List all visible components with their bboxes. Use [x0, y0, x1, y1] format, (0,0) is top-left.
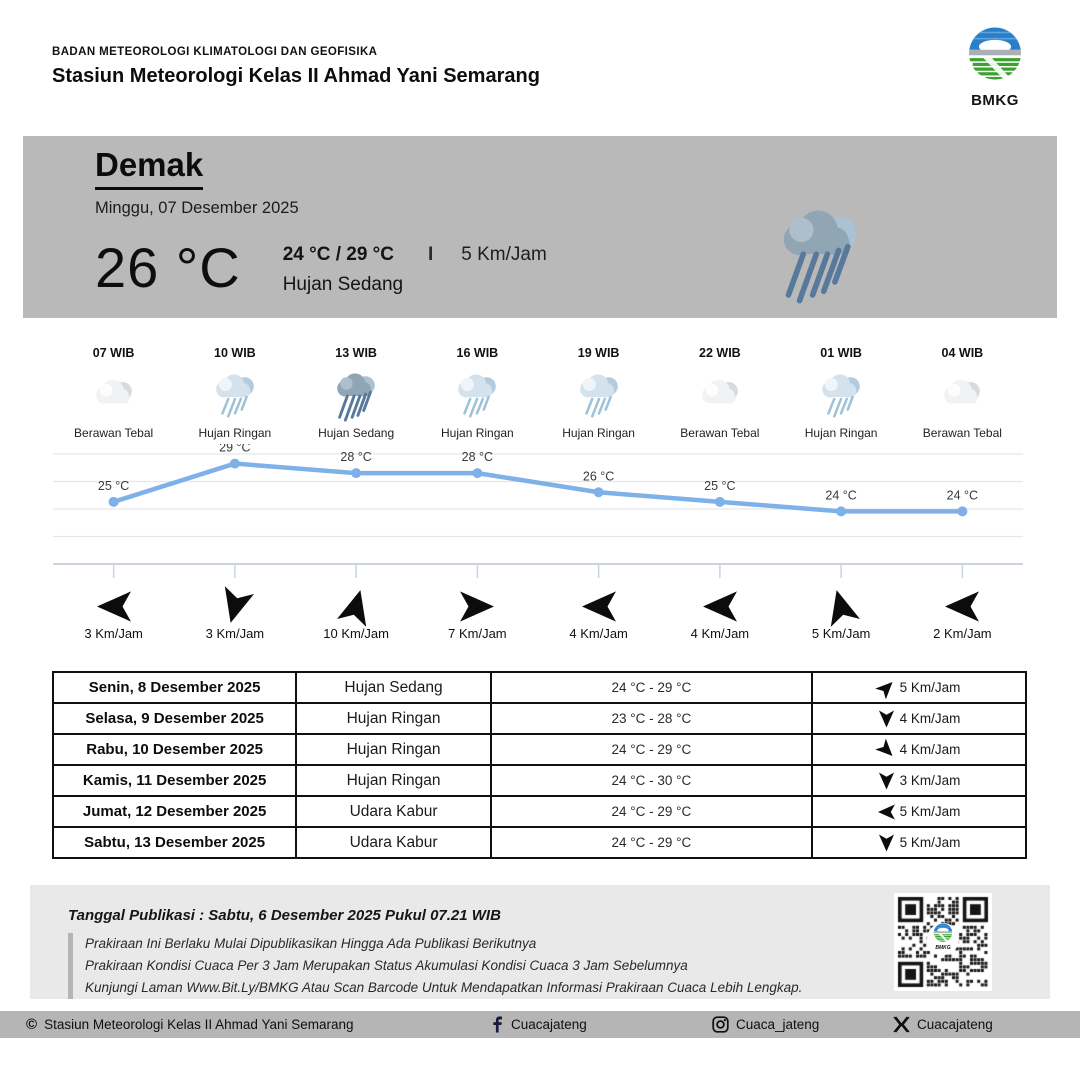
station-name: Stasiun Meteorologi Kelas II Ahmad Yani Semarang [52, 65, 540, 87]
wind-row [53, 591, 1023, 641]
wind-item [781, 591, 902, 641]
day-wind [813, 742, 1025, 758]
weather-icon [208, 370, 262, 424]
city-title: Demak [95, 146, 203, 190]
svg-text:24 °C: 24 °C [946, 488, 979, 503]
day-date: Rabu, 10 Desember 2025 [53, 734, 296, 765]
hourly-item [781, 346, 902, 440]
qr-code [894, 893, 992, 991]
wind-speed-label: 3 Km/Jam [899, 773, 961, 788]
day-wind [813, 835, 1025, 851]
wind-direction-icon [878, 834, 894, 851]
social-bar [0, 1011, 1080, 1038]
svg-text:26 °C: 26 °C [582, 469, 615, 484]
forecast-date: Minggu, 07 Desember 2025 [95, 199, 299, 217]
bmkg-globe-icon [932, 923, 954, 944]
condition-label: Hujan Sedang [318, 426, 395, 440]
hour-label: 07 WIB [92, 346, 135, 360]
wind-item [417, 591, 538, 641]
wind-speed-label: 4 Km/Jam [899, 711, 961, 726]
copyright-icon: © [26, 1016, 38, 1033]
page-header [0, 0, 1080, 136]
condition-label: Hujan Ringan [562, 426, 635, 440]
condition-label: Berawan Tebal [922, 426, 1002, 440]
wind-speed-label: 2 Km/Jam [933, 626, 992, 641]
condition-label: Hujan Ringan [804, 426, 878, 440]
day-date: Kamis, 11 Desember 2025 [53, 765, 296, 796]
wind-direction-icon [874, 676, 897, 699]
current-weather-icon [768, 204, 872, 308]
instagram-handle: Cuaca_jateng [736, 1017, 820, 1032]
day-temp-range: 24 °C - 29 °C [491, 672, 812, 703]
copyright-text: Stasiun Meteorologi Kelas II Ahmad Yani Semarang [44, 1017, 354, 1032]
condition-label: Berawan Tebal [680, 426, 760, 440]
wind-speed-label: 7 Km/Jam [448, 626, 507, 641]
bmkg-logo [952, 26, 1038, 109]
wind-speed-label: 10 Km/Jam [323, 626, 389, 641]
wind-direction-icon [216, 586, 255, 627]
weather-icon [87, 370, 141, 424]
day-date: Selasa, 9 Desember 2025 [53, 703, 296, 734]
current-condition: Hujan Sedang [282, 274, 404, 295]
day-date: Senin, 8 Desember 2025 [53, 672, 296, 703]
weather-icon [329, 370, 383, 424]
day-temp-range: 24 °C - 29 °C [491, 734, 812, 765]
day-wind [813, 711, 1025, 727]
svg-text:29 °C: 29 °C [219, 444, 251, 455]
temperature-chart [53, 444, 1023, 589]
facebook-icon [489, 1016, 504, 1033]
hourly-item [902, 346, 1023, 440]
condition-label: Berawan Tebal [74, 426, 154, 440]
wind-item [174, 591, 295, 641]
wind-direction-icon [822, 586, 861, 627]
weather-icon [935, 370, 989, 424]
svg-text:28 °C: 28 °C [461, 450, 494, 465]
day-temp-range: 24 °C - 29 °C [491, 796, 812, 827]
wind-item [659, 591, 780, 641]
wind-speed-label: 4 Km/Jam [899, 742, 961, 757]
wind-direction-icon [582, 591, 616, 622]
bmkg-logo-label: BMKG [971, 92, 1019, 109]
table-row [53, 734, 1026, 765]
hour-label: 01 WIB [820, 346, 862, 360]
day-condition: Udara Kabur [296, 827, 491, 858]
weather-icon [572, 370, 626, 424]
hourly-item [417, 346, 538, 440]
current-temperature: 26 °C [95, 236, 241, 299]
qr-bmkg-logo [927, 923, 959, 955]
wind-direction-icon [460, 591, 494, 622]
hour-label: 04 WIB [941, 346, 984, 360]
wind-speed-label: 3 Km/Jam [84, 626, 143, 641]
instagram-link[interactable] [712, 1011, 819, 1038]
svg-text:25 °C: 25 °C [704, 478, 736, 493]
table-row [53, 765, 1026, 796]
wind-speed-label: 4 Km/Jam [569, 626, 628, 641]
current-wind-speed: 5 Km/Jam [461, 244, 547, 265]
wind-direction-icon [337, 586, 376, 627]
hour-label: 13 WIB [335, 346, 377, 360]
hour-label: 10 WIB [214, 346, 256, 360]
wind-item [296, 591, 417, 641]
bmkg-globe-icon [964, 26, 1026, 86]
wind-speed-label: 3 Km/Jam [205, 626, 265, 641]
agency-name: BADAN METEOROLOGI KLIMATOLOGI DAN GEOFISIKA [52, 46, 378, 58]
weather-icon [814, 370, 868, 424]
day-wind [813, 680, 1025, 696]
wind-item [902, 591, 1023, 641]
twitter-link[interactable] [893, 1011, 993, 1038]
wind-direction-icon [945, 591, 979, 622]
table-row [53, 672, 1026, 703]
copyright-item [26, 1011, 354, 1038]
condition-label: Hujan Ringan [441, 426, 514, 440]
weather-icon [450, 370, 504, 424]
wind-speed-label: 4 Km/Jam [690, 626, 750, 641]
table-row [53, 703, 1026, 734]
wind-speed-label: 5 Km/Jam [811, 626, 871, 641]
day-temp-range: 23 °C - 28 °C [491, 703, 812, 734]
wind-direction-icon [878, 772, 894, 789]
x-icon [893, 1016, 910, 1033]
day-temp-range: 24 °C - 30 °C [491, 765, 812, 796]
wind-direction-icon [97, 591, 131, 622]
condition-label: Hujan Ringan [198, 426, 272, 440]
hour-label: 22 WIB [699, 346, 741, 360]
day-condition: Hujan Ringan [296, 765, 491, 796]
hourly-forecast-row [53, 346, 1023, 440]
instagram-icon [712, 1016, 729, 1033]
wind-direction-icon [703, 591, 737, 622]
facebook-link[interactable] [489, 1011, 587, 1038]
hourly-item [174, 346, 295, 440]
wind-direction-icon [874, 738, 897, 761]
wind-speed-label: 5 Km/Jam [899, 835, 961, 850]
facebook-handle: Cuacajateng [511, 1017, 587, 1032]
hour-label: 19 WIB [577, 346, 620, 360]
wind-direction-icon [878, 804, 895, 820]
temp-range: 24 °C / 29 °C [282, 244, 394, 265]
current-weather-card [23, 136, 1057, 318]
hourly-item [659, 346, 780, 440]
hourly-item [538, 346, 659, 440]
note-line: Prakiraan Kondisi Cuaca Per 3 Jam Merupakan Status Akumulasi Kondisi Cuaca 3 Jam Sebelumnya [85, 957, 688, 973]
day-condition: Hujan Sedang [296, 672, 491, 703]
day-condition: Udara Kabur [296, 796, 491, 827]
wind-item [538, 591, 659, 641]
svg-text:28 °C: 28 °C [340, 450, 372, 465]
hourly-item [296, 346, 417, 440]
day-condition: Hujan Ringan [296, 703, 491, 734]
wind-direction-icon [878, 710, 894, 727]
wind-speed-label: 5 Km/Jam [899, 804, 961, 819]
hour-label: 16 WIB [456, 346, 499, 360]
publication-footer [30, 885, 1050, 999]
day-condition: Hujan Ringan [296, 734, 491, 765]
day-wind [813, 804, 1025, 820]
weather-icon [693, 370, 747, 424]
day-wind [813, 773, 1025, 789]
qr-logo-label: BMKG [935, 945, 951, 951]
daily-forecast-table [52, 671, 1027, 859]
wind-speed-label: 5 Km/Jam [899, 680, 961, 695]
separator: I [428, 244, 434, 265]
publication-date: Tanggal Publikasi : Sabtu, 6 Desember 2025 Pukul 07.21 WIB [68, 907, 501, 924]
day-date: Sabtu, 13 Desember 2025 [53, 827, 296, 858]
wind-item [53, 591, 174, 641]
svg-text:24 °C: 24 °C [825, 488, 857, 503]
twitter-handle: Cuacajateng [917, 1017, 993, 1032]
svg-text:25 °C: 25 °C [97, 478, 130, 493]
table-row [53, 827, 1026, 858]
day-date: Jumat, 12 Desember 2025 [53, 796, 296, 827]
note-line: Prakiraan Ini Berlaku Mulai Dipublikasikan Hingga Ada Publikasi Berikutnya [85, 936, 537, 951]
note-line: Kunjungi Laman Www.Bit.Ly/BMKG Atau Scan Barcode Untuk Mendapatkan Informasi Prakiraan Cuaca Lebih Lengkap. [85, 979, 803, 995]
day-temp-range: 24 °C - 29 °C [491, 827, 812, 858]
hourly-item [53, 346, 174, 440]
table-row [53, 796, 1026, 827]
